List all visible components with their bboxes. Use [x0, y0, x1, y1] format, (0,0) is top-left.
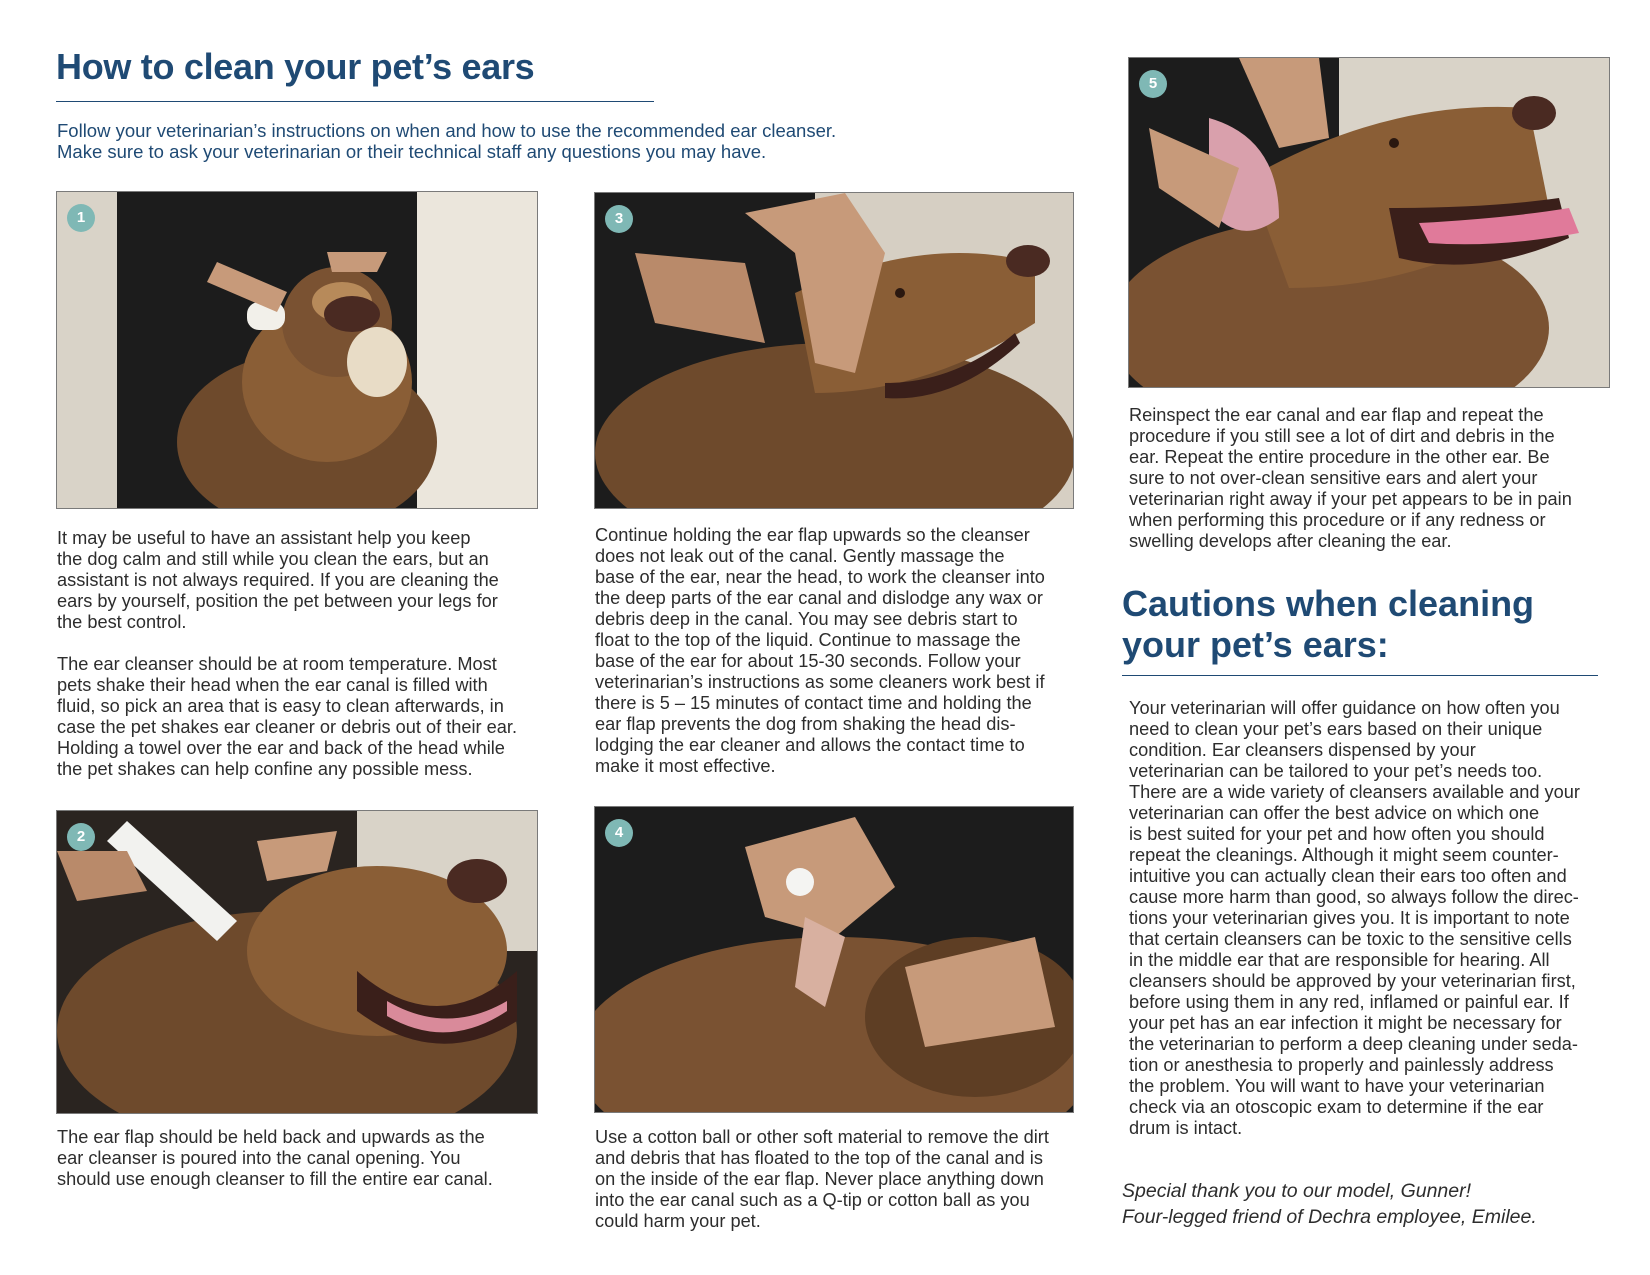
dog-photo-illustration	[1129, 58, 1609, 387]
step-number-badge: 3	[605, 205, 633, 233]
cautions-heading: Cautions when cleaning your pet’s ears:	[1122, 583, 1535, 665]
page-title: How to clean your pet’s ears	[56, 46, 535, 87]
step-5-caption: Reinspect the ear canal and ear flap and repeat the procedure if you still see a lot of dirt and debris in the ear. Repeat the entire procedure in the other ear. Be sure to not over-clean sensitive ears and alert your veterinarian right away if your pet appears to be in pain when performing this procedure or if any redness or swelling develops after cleaning the ear.	[1129, 405, 1572, 551]
step-number-badge: 4	[605, 819, 633, 847]
step-number-badge: 2	[67, 823, 95, 851]
model-thanks: Special thank you to our model, Gunner! Four-legged friend of Dechra employee, Emilee.	[1122, 1180, 1537, 1228]
step-4-caption: Use a cotton ball or other soft material to remove the dirt and debris that has floated to the top of the canal and is on the inside of the ear flap. Never place anything down into the ear canal such as a Q-tip or cotton ball as you could harm your pet.	[595, 1127, 1049, 1231]
step-number-badge: 5	[1139, 70, 1167, 98]
step-3-photo	[594, 192, 1074, 509]
title-divider	[56, 101, 654, 102]
step-number-badge: 1	[67, 204, 95, 232]
dog-photo-illustration	[57, 192, 537, 508]
step-3-caption: Continue holding the ear flap upwards so the cleanser does not leak out of the canal. Gently massage the base of the ear, near the head, to work the cleanser into the deep parts of the ear canal and dislodge any wax or debris deep in the canal. You may see debris start to float to the top of the liquid. Continue to massage the base of the ear for about 15-30 seconds. Follow your veterinarian’s instructions as some cleaners work best if there is 5 – 15 minutes of contact time and holding the ear flap prevents the dog from shaking the head dis- lodging the ear cleaner and allows the contact time to make it most effective.	[595, 525, 1045, 776]
step-1-photo	[56, 191, 538, 509]
intro-text: Follow your veterinarian’s instructions on when and how to use the recommended ear cleanser. Make sure to ask your veterinarian or their technical staff any questions you may have.	[57, 120, 837, 162]
step-4-photo	[594, 806, 1074, 1113]
step-1-caption: It may be useful to have an assistant help you keep the dog calm and still while you clean the ears, but an assistant is not always required. If you are cleaning the ears by yourself, position the pet between your legs for the best control. The ear cleanser should be at room temperature. Most pets shake their head when the ear canal is filled with fluid, so pick an area that is easy to clean afterwards, in case the pet shakes ear cleaner or debris out of their ear. Holding a towel over the ear and back of the head while the pet shakes can help confine any possible mess.	[57, 528, 518, 779]
cautions-body: Your veterinarian will offer guidance on how often you need to clean your pet’s ears based on their unique condition. Ear cleansers dispensed by your veterinarian can be tailored to your pet’s needs too. There are a wide variety of cleansers available and your veterinarian can offer the best advice on which one is best suited for your pet and how often you should repeat the cleanings. Although it might seem counter- intuitive you can actually clean their ears too often and cause more harm than good, so always follow the direc- tions your veterinarian gives you. It is important to note that certain cleansers can be toxic to the sensitive cells in the middle ear that are responsible for hearing. All cleansers should be approved by your veterinarian first, before using them in any red, inflamed or painful ear. If your pet has an ear infection it might be necessary for the veterinarian to perform a deep cleaning under seda- tion or anesthesia to properly and painlessly address the problem. You will want to have your veterinarian check via an otoscopic exam to determine if the ear drum is intact.	[1129, 698, 1580, 1138]
step-2-caption: The ear flap should be held back and upwards as the ear cleanser is poured into the canal opening. You should use enough cleanser to fill the entire ear canal.	[57, 1127, 493, 1189]
cautions-divider	[1122, 675, 1598, 676]
dog-photo-illustration	[595, 807, 1073, 1112]
dog-photo-illustration	[595, 193, 1073, 508]
dog-photo-illustration	[57, 811, 537, 1113]
step-5-photo	[1128, 57, 1610, 388]
step-2-photo	[56, 810, 538, 1114]
